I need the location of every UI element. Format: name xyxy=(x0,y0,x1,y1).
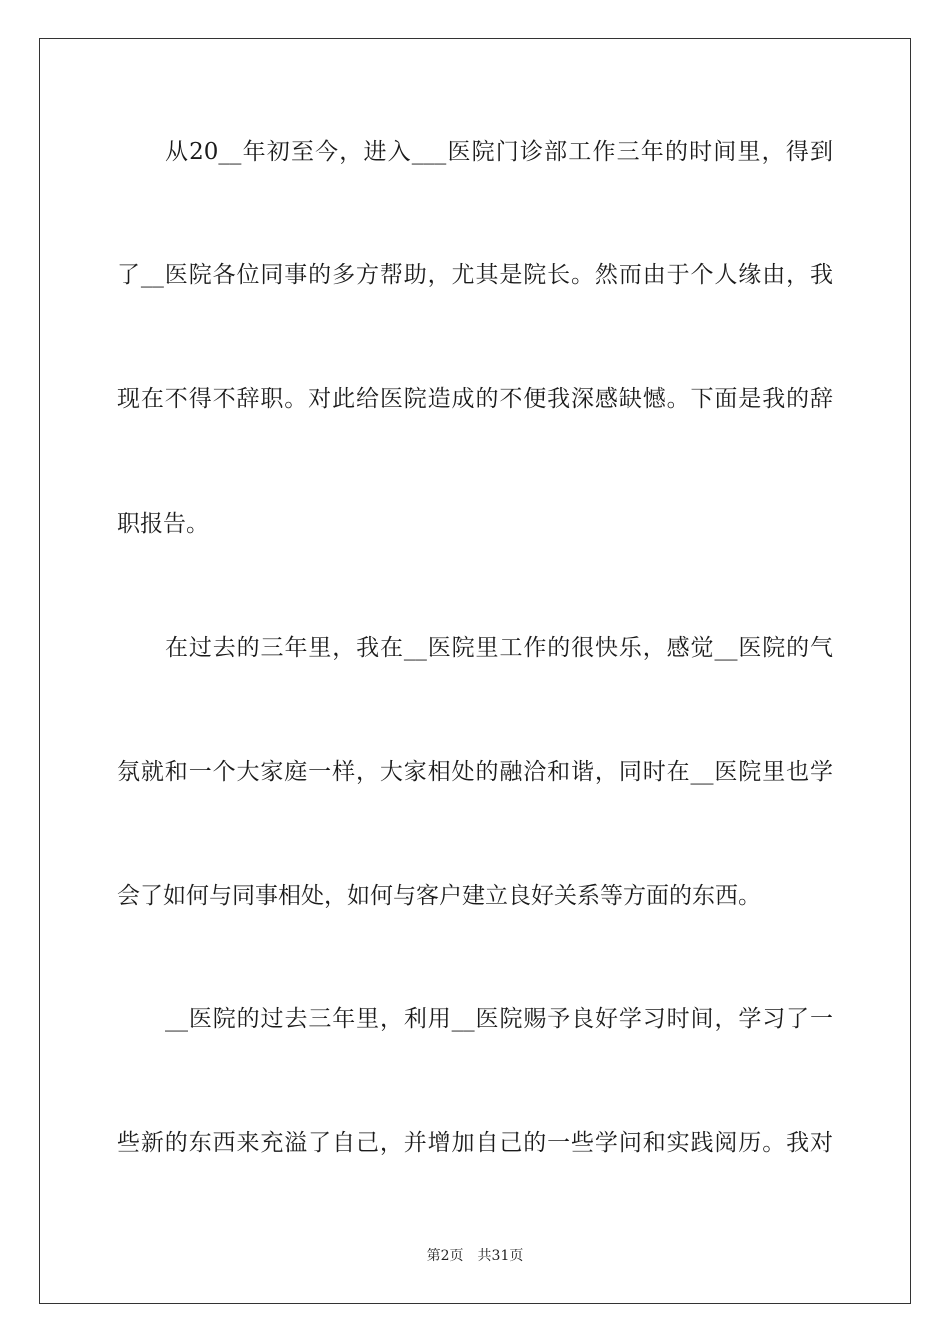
paragraph-2-line-3: 会了如何与同事相处，如何与客户建立良好关系等方面的东西。 xyxy=(117,883,761,909)
paragraph-1-line-4: 职报告。 xyxy=(117,511,209,537)
page-total: 共31页 xyxy=(477,1248,524,1264)
page-footer xyxy=(0,1246,950,1266)
paragraph-1-line-2: 了__医院各位同事的多方帮助，尤其是院长。然而由于个人缘由，我 xyxy=(117,262,833,288)
page-number: 第2页 xyxy=(426,1248,464,1264)
paragraph-2-line-2: 氛就和一个大家庭一样，大家相处的融洽和谐，同时在__医院里也学 xyxy=(117,759,833,785)
paragraph-1-line-1: 从20__年初至今，进入___医院门诊部工作三年的时间里，得到 xyxy=(165,139,833,165)
paragraph-1-line-3: 现在不得不辞职。对此给医院造成的不便我深感缺憾。下面是我的辞 xyxy=(117,386,833,412)
page-frame xyxy=(39,38,911,1304)
paragraph-2-line-1: 在过去的三年里，我在__医院里工作的很快乐，感觉__医院的气 xyxy=(165,635,833,661)
paragraph-3-line-1: __医院的过去三年里，利用__医院赐予良好学习时间，学习了一 xyxy=(165,1006,833,1032)
paragraph-3-line-2: 些新的东西来充溢了自己，并增加自己的一些学问和实践阅历。我对 xyxy=(117,1130,833,1156)
